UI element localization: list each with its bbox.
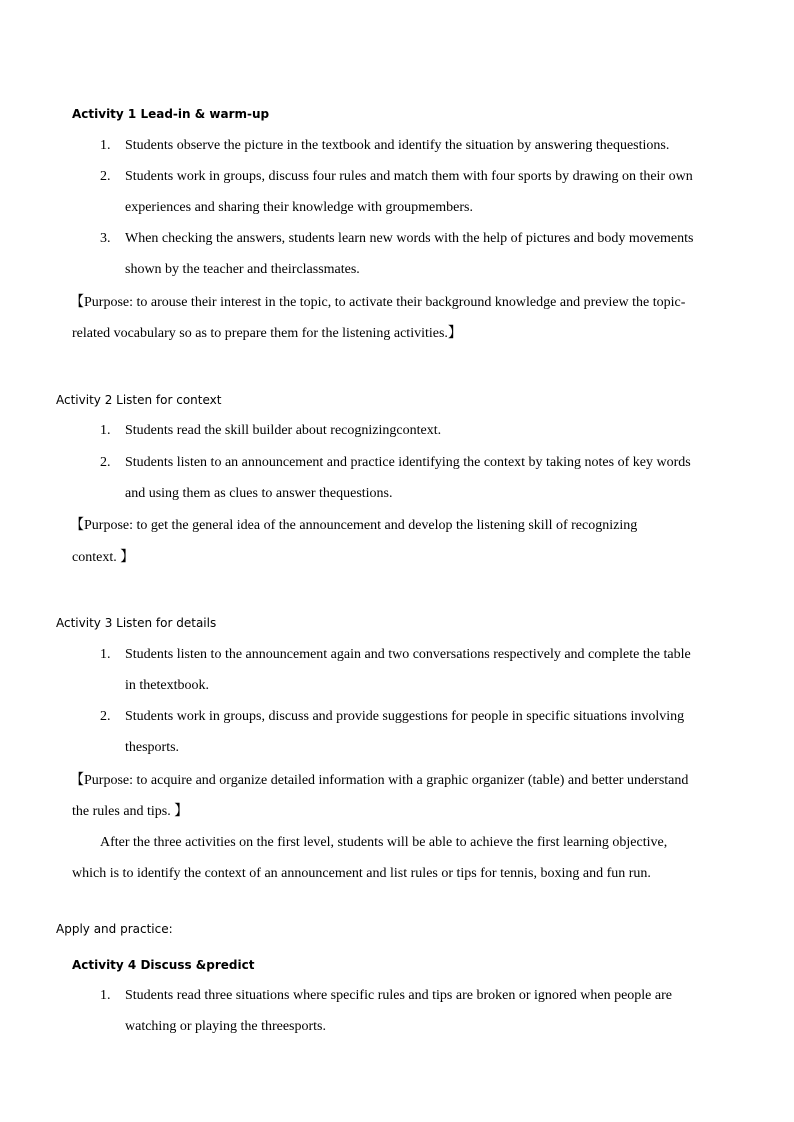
list-item-line: When checking the answers, students learn new words with the help of pictures and body movements: [125, 231, 694, 246]
activity-2-heading: Activity 2 Listen for context: [56, 393, 222, 407]
list-number: 2.: [100, 709, 111, 724]
list-item-line: Students work in groups, discuss and provide suggestions for people in specific situations involving: [125, 709, 685, 724]
list-item-line: Students listen to an announcement and practice identifying the context by taking notes of key words: [125, 455, 691, 470]
list-number: 3.: [100, 231, 111, 246]
list-number: 2.: [100, 169, 111, 184]
list-item-line: watching or playing the threesports.: [125, 1019, 327, 1034]
apply-practice-heading: Apply and practice:: [56, 922, 173, 936]
list-item-line: Students read the skill builder about recognizingcontext.: [125, 423, 442, 438]
purpose-line: related vocabulary so as to prepare them for the listening activities.】: [72, 326, 462, 341]
summary-line: After the three activities on the first level, students will be able to achieve the first learning objective,: [100, 835, 668, 850]
list-item-line: Students observe the picture in the textbook and identify the situation by answering thequestions.: [125, 138, 670, 153]
activity-1-heading: Activity 1 Lead-in & warm-up: [72, 107, 270, 121]
list-number: 1.: [100, 138, 111, 153]
purpose-line: 【Purpose: to arouse their interest in the topic, to activate their background knowledge and preview the topic-: [70, 295, 686, 310]
list-item-line: in thetextbook.: [125, 678, 209, 693]
list-item-line: experiences and sharing their knowledge with groupmembers.: [125, 200, 473, 215]
activity-4-heading: Activity 4 Discuss &predict: [72, 958, 255, 972]
list-number: 1.: [100, 988, 111, 1003]
list-number: 1.: [100, 423, 111, 438]
activity-3-heading: Activity 3 Listen for details: [56, 616, 217, 630]
list-item-line: Students read three situations where specific rules and tips are broken or ignored when people are: [125, 988, 672, 1003]
list-number: 2.: [100, 455, 111, 470]
purpose-line: 【Purpose: to get the general idea of the announcement and develop the listening skill of recognizing: [70, 518, 638, 533]
summary-line: which is to identify the context of an announcement and list rules or tips for tennis, boxing and fun run.: [72, 866, 651, 881]
list-item-line: shown by the teacher and theirclassmates.: [125, 262, 360, 277]
list-item-line: Students work in groups, discuss four rules and match them with four sports by drawing on their own: [125, 169, 693, 184]
list-number: 1.: [100, 647, 111, 662]
list-item-line: and using them as clues to answer thequestions.: [125, 486, 393, 501]
purpose-line: the rules and tips. 】: [72, 804, 189, 819]
list-item-line: thesports.: [125, 740, 180, 755]
purpose-line: 【Purpose: to acquire and organize detailed information with a graphic organizer (table) and better understand: [70, 773, 689, 788]
list-item-line: Students listen to the announcement again and two conversations respectively and complete the table: [125, 647, 691, 662]
purpose-line: context. 】: [72, 550, 135, 565]
